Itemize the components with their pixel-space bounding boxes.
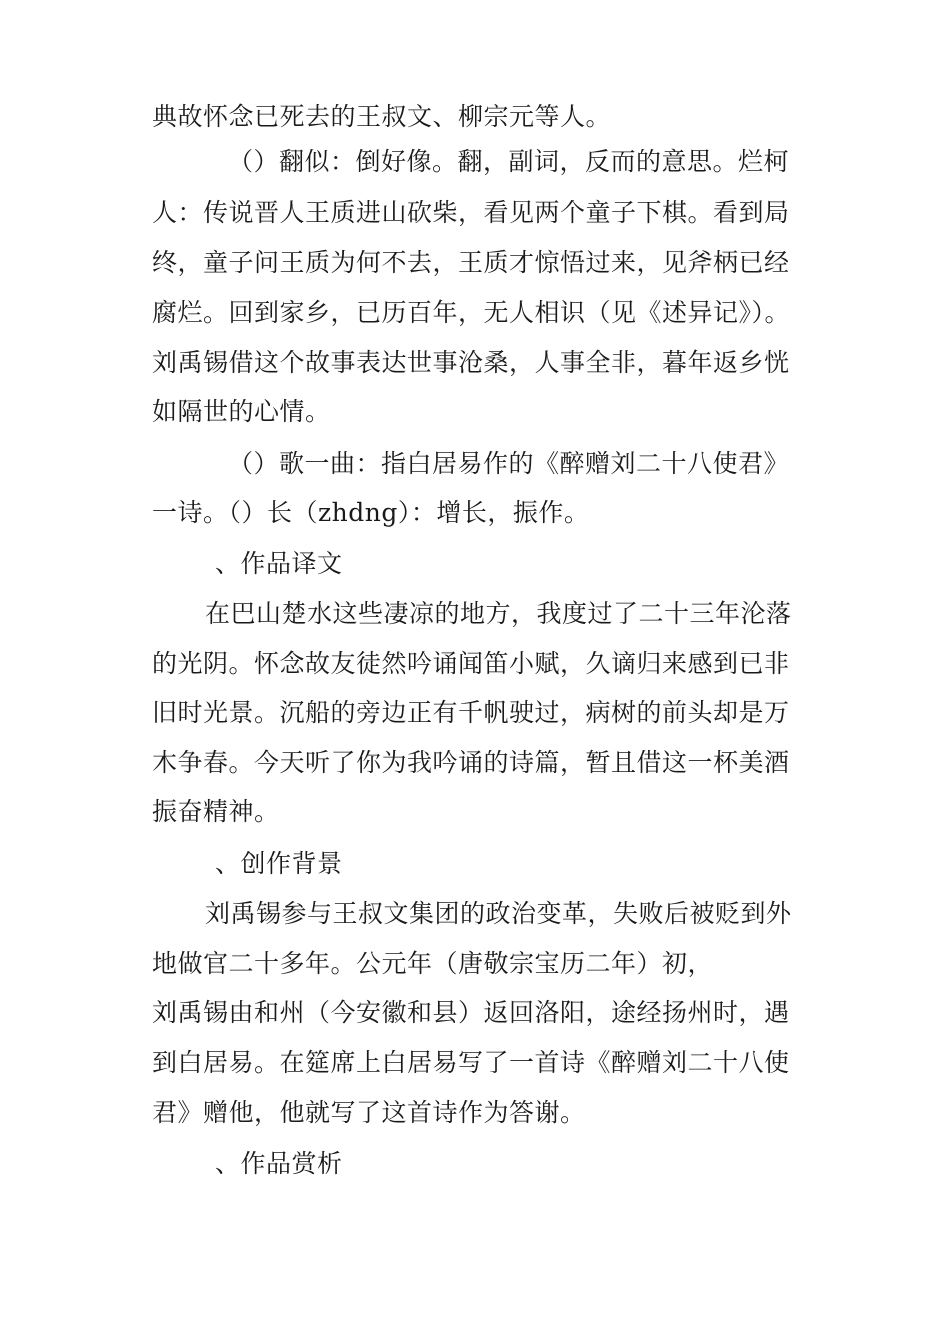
text-line-19: 刘禹锡由和州（今安徽和县）返回洛阳，途经扬州时，遇 xyxy=(152,998,790,1027)
text-line-4: 终，童子问王质为何不去，王质才惊悟过来，见斧柄已经 xyxy=(152,248,790,277)
text-line-7: 如隔世的心情。 xyxy=(152,397,331,426)
text-line-6: 刘禹锡借这个故事表达世事沧桑，人事全非，暮年返乡恍 xyxy=(152,348,790,377)
text-line-8: （）歌一曲：指白居易作的《醉赠刘二十八使君》 xyxy=(228,449,790,478)
section-heading-translation: 、作品译文 xyxy=(215,549,343,578)
text-line-1: 典故怀念已死去的王叔文、柳宗元等人。 xyxy=(152,102,612,131)
text-line-9: 一诗。（）长（zhdng）：增长，振作。 xyxy=(152,498,590,527)
text-line-11: 在巴山楚水这些凄凉的地方，我度过了二十三年沦落 xyxy=(205,599,792,628)
text-line-12: 的光阴。怀念故友徒然吟诵闻笛小赋，久谪归来感到已非 xyxy=(152,649,790,678)
text-line-14: 木争春。今天听了你为我吟诵的诗篇，暂且借这一杯美酒 xyxy=(152,748,790,777)
text-line-21: 君》赠他，他就写了这首诗作为答谢。 xyxy=(152,1098,586,1127)
text-line-2: （）翻似：倒好像。翻，副词，反而的意思。烂柯 xyxy=(228,147,790,176)
text-line-20: 到白居易。在筵席上白居易写了一首诗《醉赠刘二十八使 xyxy=(152,1048,790,1077)
text-line-15: 振奋精神。 xyxy=(152,797,280,826)
text-line-17: 刘禹锡参与王叔文集团的政治变革，失败后被贬到外 xyxy=(205,899,792,928)
text-line-13: 旧时光景。沉船的旁边正有千帆驶过，病树的前头却是万 xyxy=(152,698,790,727)
text-line-18: 地做官二十多年。公元年（唐敬宗宝历二年）初， xyxy=(152,949,714,978)
text-line-3: 人：传说晋人王质进山砍柴，看见两个童子下棋。看到局 xyxy=(152,198,790,227)
section-heading-appreciation: 、作品赏析 xyxy=(215,1149,343,1178)
text-line-5: 腐烂。回到家乡，已历百年，无人相识（见《述异记》）。 xyxy=(152,298,791,327)
section-heading-background: 、创作背景 xyxy=(215,849,343,878)
